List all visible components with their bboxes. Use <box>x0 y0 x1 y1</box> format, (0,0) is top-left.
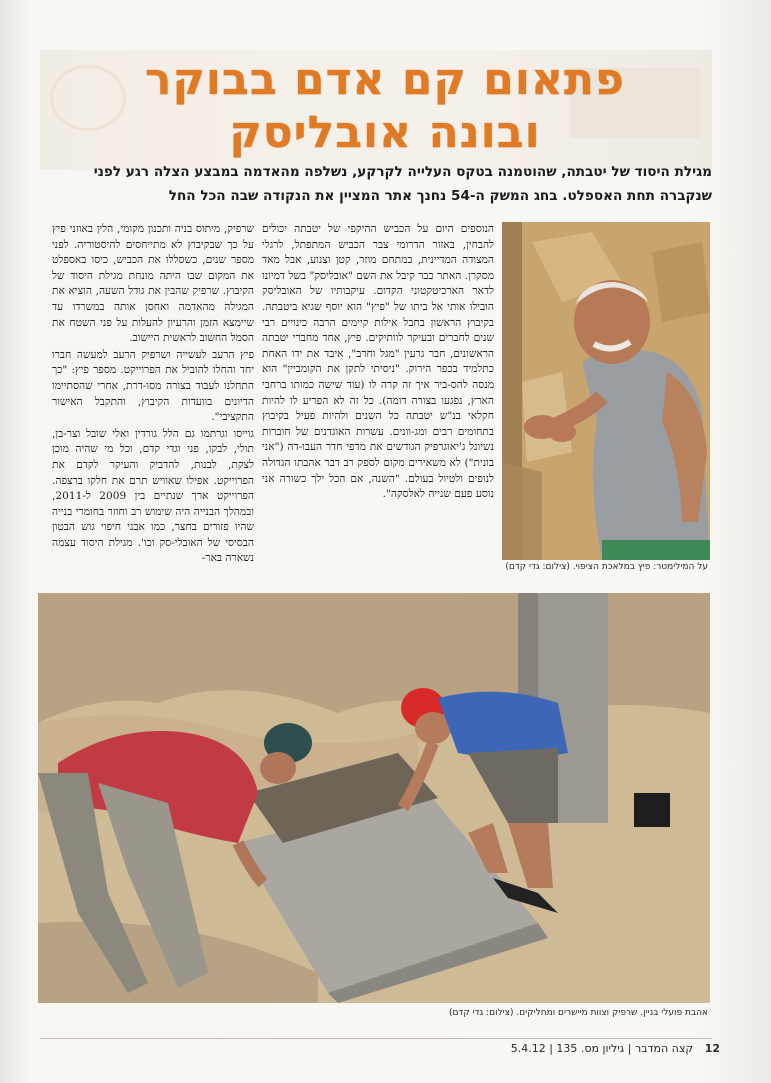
portrait-photo <box>502 222 710 560</box>
publication-name: קצה המדבר <box>634 1042 694 1055</box>
issue-number: גיליון מס. 135 <box>556 1042 625 1055</box>
construction-photo <box>38 593 710 1003</box>
page-number: 12 <box>704 1042 720 1055</box>
paragraph: פיץ הרעב לעשייה ושרפיק הרעב למעשה חברו יחד והחלו להוביל את הפרוייקט. מספר פיץ: "כך התחלנו לעבוד בצורה מסו-דרת, אחרי שהסתיימו הדיונים בוועדות הקיבוץ, והתקבל האישור התקציבי". <box>52 348 254 424</box>
paragraph: גוייסו וגרתמו גם הלל גורדין ואלי שובל וצר-בן, תולי, לבקו, פני וגדי קדם, וכל מי שהיה מוכן לצקת, לבנות, להדביק והעיקר לקדם את הפרוייקט. אפילו שאוויש תרם את חלקו ברצפה. הפרוייקט ארך שנתיים בין 2009 ל-2011, ובמהלך הבנייה היה שימוש רב וחוזר בחומרי בנייה שהיו פזורים בחצר, כמו אבני חיפוי גוש הבטון הבסיסי של האובלי-סק וכו'. מגילת היסוד עצמה נשארה באר- <box>52 427 255 565</box>
subheadline-line-1: מגילת היסוד של יטבתה, שהוטמנה בטקס העלייה לקרקע, נשלפה מהאדמה במבצע הצלה רגע לפני <box>93 164 712 180</box>
subheadline <box>48 160 712 208</box>
article-column-right <box>262 222 494 504</box>
footer-rule <box>40 1038 712 1039</box>
article-column-left <box>52 222 254 568</box>
headline-line-2: ובונה אובליסק <box>229 107 541 158</box>
paragraph: שרפיק, מיתוס בניה ותכנון מקומי, הלין באוזני פיץ על כך שבקיבוץ לא מתייחסים להיסטוריה. לפני מספר שנים, כשסללו את הכביש, כיסו באספלט את המקום שבו היתה מונחת מגילת היסוד של הקיבוץ. שרפיק שהבין את גודל השעה, הוציא את המגילה מהאדמה ואחסן אותה במשרדו עד שיימצא הזמן והרעיון להעלות על פני השטח את הסמל החשוב לראשית היישוב. <box>52 223 254 345</box>
portrait-caption: על המילימטר: פיץ במלאכת הציפוי. (צילום: גדי קדם) <box>505 562 708 572</box>
construction-caption: אהבת פועלי בניין. שרפיק וצוות מיישרים ומחליקים. (צילום: גדי קדם) <box>448 1008 708 1018</box>
construction-illustration <box>38 593 710 1003</box>
subheadline-line-2: שנקברה תחת האספלט. בחג המשק ה-54 נחנך אתר המציין את הנקודה שבה הכל החל <box>168 188 712 204</box>
page-footer: 12 קצה המדבר | גיליון מס. 135 | 5.4.12 <box>510 1042 720 1055</box>
portrait-illustration <box>502 222 710 560</box>
headline-line-1: פתאום קם אדם בבוקר <box>145 54 625 105</box>
issue-date: 5.4.12 <box>510 1042 546 1055</box>
paragraph: הנוספים היום על הכביש ההיקפי של יטבתה יכולים להבחין, באזור הדרומי צבר הכביש המתפתל, לרגלי המצודה המדיינית, במתחם מוזר, קטן וצנוע, אבל מאד מסקרן. האתר כבר קיבל את השם "אובליסק" בשל דמיונו לדאר הארכיטקטוני הקדום. עיקבותיו של האובליסק הובילו אותי אל ביתו של "פיץ" הוא יוסף שגיא ביטבתה. בקיבוץ הראשון בחבל אילות קיימים הרבה כינויים רבי שנים לחברים ובעיקר לוותיקים. פיץ, אחד מחברי יטבתה הראשונים, חבר גרעין "מגל וחרב", איבד את ידו האחת כתלמיד בכפר הירוק. "ניסיתי לתקן את הקומביין" הוא מנסה להס-ביר איך זה קרה לו (עוד שישה כמותו ברחבי הארץ, נפגעו בצורה דומה). כל זה לא הפריע לו להיות חקלאי בנ"ש יטבתה כל השנים ולהיות פעיל בקיבוץ בתחומים רבים ומג-וונים. עשרות האוגדנים של חוברות נשיונל ג'יאוגרפיק הגודשים את מדפי חדר העבו-דה ("אני בונית") לא משאירים מקום לספק רב דבר אהבתו הגדולה לנופים ולטיול בעולם. "השנה, אם הכל ילך כשורה אני נוסע פעם שנייה לאלסקה". <box>262 223 494 501</box>
